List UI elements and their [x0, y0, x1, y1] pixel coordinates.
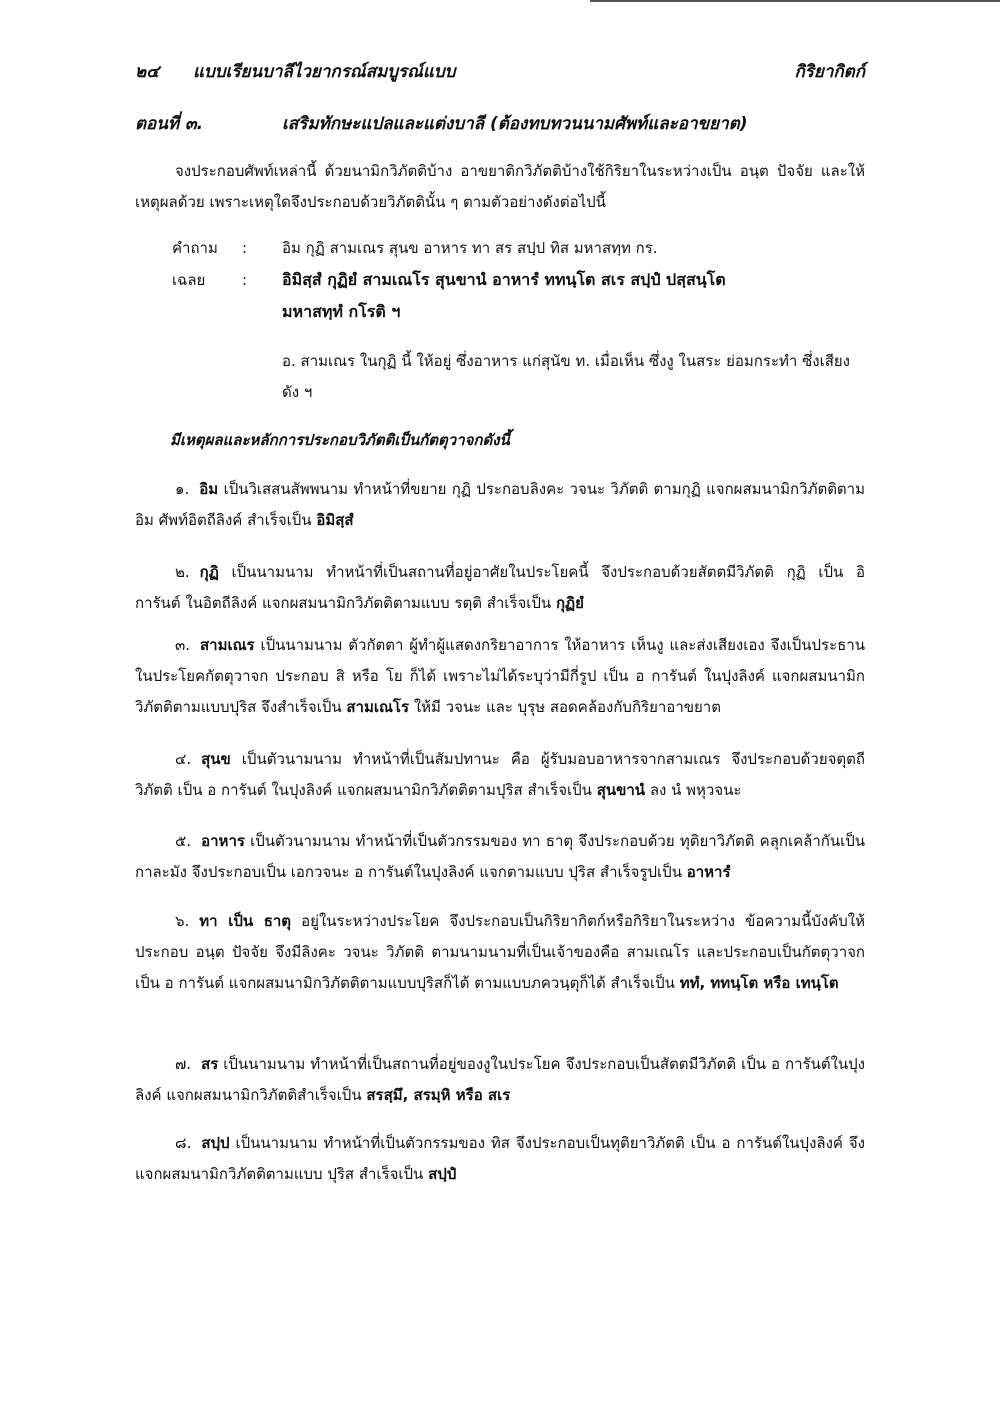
question-text: อิม กุฏิ สามเณร สุนข อาหาร ทา สร สปฺป ทิส มหาสทฺท กร.: [282, 239, 658, 257]
item-number: ๓.: [175, 636, 191, 654]
page-number: ๒๔: [135, 62, 160, 82]
item-result: สุนขานํ: [596, 781, 646, 799]
chapter-title: กิริยากิตก์: [794, 62, 865, 82]
question-colon: :: [242, 239, 248, 257]
item-result: อาหารํ: [686, 863, 731, 881]
item-text: เป็นวิเสสนสัพพนาม ทำหน้าที่ขยาย กุฏิ ประกอบลิงคะ วจนะ วิภัตติ ตามกุฏิ แจกผสมนามิกวิภัตติตาม อิม ศัพท์อิตถีลิงค์ สำเร็จเป็น: [135, 480, 865, 529]
reason-item-2: [135, 557, 865, 619]
answer-label: เฉลย: [172, 271, 206, 289]
item-text: เป็นนามนาม ทำหน้าที่เป็นตัวกรรมของ ทิส จึงประกอบเป็นทุติยาวิภัตติ เป็น อ การันต์ในปุงลิงค์ จึงแจกผสมนามิกวิภัตติตามแบบ ปุริส สำเร็จเป็น: [135, 1134, 865, 1183]
item-result: อิมิสฺสํ: [316, 511, 354, 529]
section-label: ตอนที่ ๓.: [135, 114, 204, 134]
item-term: สปฺป: [201, 1134, 230, 1152]
item-tail: ให้มี วจนะ และ บุรุษ สอดคล้องกับกิริยาอาขยาต: [413, 698, 721, 716]
question-row: [172, 232, 865, 264]
item-text: อยู่ในระหว่างประโยค จึงประกอบเป็นกิริยากิตก์หรือกิริยาในระหว่าง ข้อความนี้บังคับให้ประกอบ อนฺต ปัจจัย จึงมีลิงคะ วจนะ วิภัตติ ตามนามนามที่เป็นเจ้าของคือ สามเณโร และประกอบเป็นกัตตุวาจก เป็น อ การันต์ แจกผสมนามิกวิภัตติตามแบบปุริสก็ได้ ตามแบบภควนฺตุก็ได้ สำเร็จเป็น: [135, 912, 865, 992]
item-number: ๖.: [175, 912, 190, 930]
reason-item-1: [135, 474, 865, 536]
item-text: เป็นนามนาม ทำหน้าที่เป็นสถานที่อยู่ของงูในประโยค จึงประกอบเป็นสัตตมีวิภัตติ เป็น อ การันต์ในปุงลิงค์ แจกผสมนามิกวิภัตติสำเร็จเป็น: [135, 1055, 865, 1104]
intro-paragraph: จงประกอบศัพท์เหล่านี้ ด้วยนามิกวิภัตติบ้าง อาขยาติกวิภัตติบ้างใช้กิริยาในระหว่างเป็น อนฺต ปัจจัย และให้เหตุผลด้วย เพราะเหตุใดจึงประกอบด้วยวิภัตตินั้น ๆ ตามตัวอย่างดังต่อไปนี้: [135, 162, 865, 211]
reasons-heading: มีเหตุผลและหลักการประกอบวิภัตติเป็นกัตตุวาจกดังนี้: [170, 431, 510, 449]
item-result: ททํ, ททนฺโต หรือ เทนฺโต: [679, 974, 839, 992]
item-term: อิม: [199, 480, 219, 498]
item-term: อาหาร: [201, 832, 245, 850]
item-number: ๕.: [175, 832, 192, 850]
item-text: เป็นตัวนามนาม ทำหน้าที่เป็นสัมปทานะ คือ ผู้รับมอบอาหารจากสามเณร จึงประกอบด้วยจตุตถีวิภัตติ เป็น อ การันต์ ในปุงลิงค์ แจกผสมนามิกวิภัตติตามปุริส สำเร็จเป็น: [135, 750, 865, 799]
example-translation: อ. สามเณร ในกุฏิ นี้ ให้อยู่ ซึ่งอาหาร แก่สุนัข ท. เมื่อเห็น ซึ่งงู ในสระ ย่อมกระทำ ซึ่งเสียงดัง ฯ: [282, 352, 850, 401]
item-result: กุฏิยํ: [555, 594, 584, 612]
example-block: [172, 232, 865, 328]
item-text: เป็นนามนาม ตัวกัตตา ผู้ทำผู้แสดงกริยาอาการ ให้อาหาร เห็นงู และส่งเสียงเอง จึงเป็นประธานในประโยคกัตตุวาจก ประกอบ สิ หรือ โย ก็ได้ เพราะไม่ได้ระบุว่ามีกี่รูป เป็น อ การันต์ ในปุงลิงค์ แจกผสมนามิกวิภัตติตามแบบปุริส จึงสำเร็จเป็น: [135, 636, 865, 716]
item-number: ๘.: [175, 1134, 192, 1152]
reason-item-8: [135, 1128, 865, 1190]
header-left: [135, 58, 455, 85]
item-tail: ลง นํ พหุวจนะ: [649, 781, 742, 799]
item-term: ทา เป็น ธาตุ: [199, 912, 292, 930]
answer-line-1: อิมิสฺสํ กุฏิยํ สามเณโร สุนขานํ อาหารํ ททนฺโต สเร สปฺปํ ปสฺสนฺโต: [282, 270, 726, 289]
item-term: สามเณร: [200, 636, 255, 654]
item-number: ๒.: [175, 563, 190, 581]
answer-row: [172, 264, 865, 296]
answer-colon: :: [242, 271, 248, 289]
item-result: สปฺปํ: [428, 1165, 457, 1183]
book-title: แบบเรียนบาลีไวยากรณ์สมบูรณ์แบบ: [193, 62, 456, 82]
item-number: ๗.: [175, 1055, 192, 1073]
reason-item-7: [135, 1049, 865, 1111]
item-result: สรสฺมึ, สรมฺหิ หรือ สเร: [366, 1086, 511, 1104]
item-number: ๔.: [175, 750, 192, 768]
reason-item-6: [135, 906, 865, 999]
running-header: [135, 58, 865, 84]
reason-item-5: [135, 826, 865, 888]
answer-line-2: มหาสทฺทํ กโรติ ฯ: [282, 302, 401, 321]
item-term: กุฏิ: [199, 563, 219, 581]
reason-item-4: [135, 744, 865, 806]
question-label: คำถาม: [172, 239, 218, 257]
item-text: เป็นตัวนามนาม ทำหน้าที่เป็นตัวกรรมของ ทา ธาตุ จึงประกอบด้วย ทุติยาวิภัตติ คลุกเคล้ากันเป็นกาละมัง จึงประกอบเป็น เอกวจนะ อ การันต์ในปุงลิงค์ แจกตามแบบ ปุริส สำเร็จรูปเป็น: [135, 832, 865, 881]
item-term: สุนข: [201, 750, 231, 768]
item-term: สร: [201, 1055, 219, 1073]
item-number: ๑.: [175, 480, 190, 498]
answer-row-2: [172, 296, 865, 328]
section-title: เสริมทักษะแปลและแต่งบาลี (ต้องทบทวนนามศัพท์และอาขยาต): [282, 114, 748, 134]
item-result: สามเณโร: [346, 698, 410, 716]
item-text: เป็นนามนาม ทำหน้าที่เป็นสถานที่อยู่อาศัยในประโยคนี้ จึงประกอบด้วยสัตตมีวิภัตติ กุฏิ เป็น อิ การันต์ ในอิตถีลิงค์ แจกผสมนามิกวิภัตติตามแบบ รตฺติ สำเร็จเป็น: [135, 563, 865, 612]
reason-item-3: [135, 630, 865, 723]
